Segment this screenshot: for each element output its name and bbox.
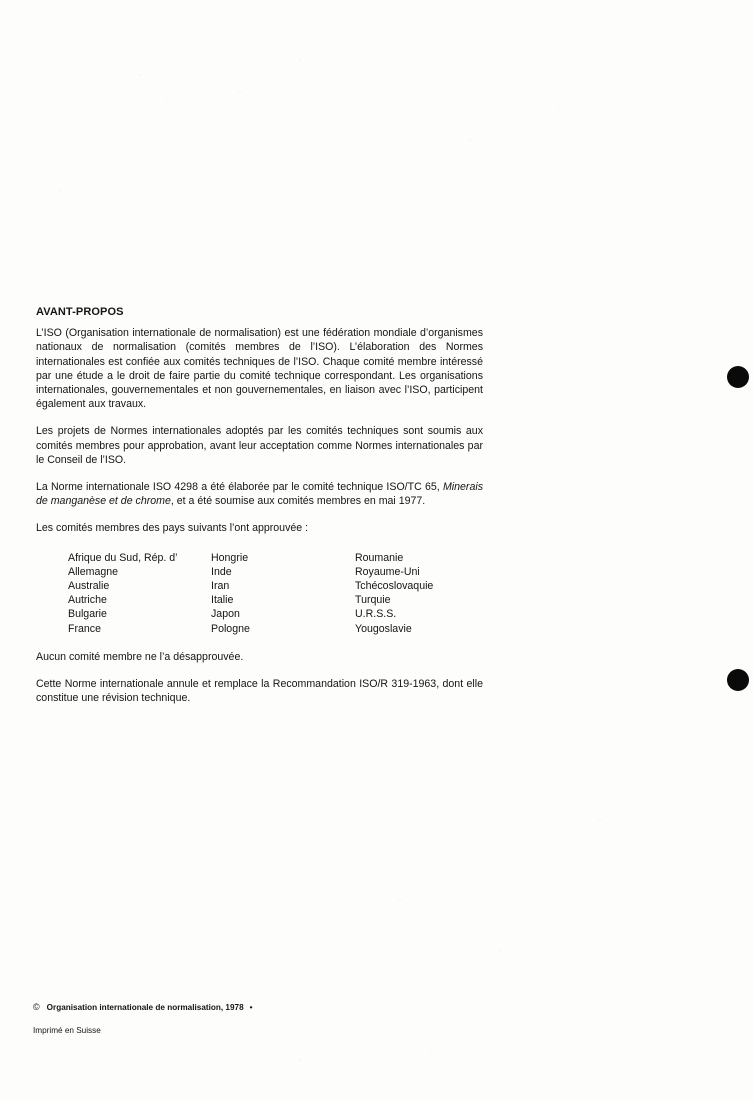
copyright-text: Organisation internationale de normalisation, 1978	[46, 1003, 244, 1012]
country-column-3	[355, 551, 433, 636]
country-item: Autriche	[68, 594, 107, 607]
country-item: Iran	[211, 580, 230, 593]
paragraph-standard-origin	[36, 480, 483, 508]
country-item: Allemagne	[68, 565, 119, 578]
country-column-2	[211, 551, 250, 636]
country-item: Bulgarie	[68, 608, 107, 621]
section-heading: AVANT-PROPOS	[36, 306, 124, 318]
country-item: Hongrie	[211, 551, 249, 564]
country-item: Royaume-Uni	[355, 565, 420, 578]
foreword-section	[36, 305, 483, 718]
country-column-1	[68, 551, 178, 636]
country-item: Yougoslavie	[355, 622, 412, 635]
punch-hole-bottom	[727, 669, 749, 691]
paragraph-draft-approval: Les projets de Normes internationales adoptés par les comités techniques sont soumis aux comités membres pour approbation, avant leur acceptation comme Normes internationales par le Conseil de l’ISO.	[36, 425, 483, 466]
country-item: Pologne	[211, 622, 250, 635]
paragraph-iso-description: L’ISO (Organisation internationale de normalisation) est une fédération mondiale d’organismes nationaux de normalisation (comités membres de l’ISO). L’élaboration des Normes internationales est confiée aux comités techniques de l’ISO. Chaque comité membre intéressé par une étude a le droit de faire partie du comité technique correspondant. Les organisations internationales, gouvernementales et non gouvernementales, en liaison avec l’ISO, participent également aux travaux.	[36, 327, 483, 411]
paragraph-standard-origin-start: La Norme internationale ISO 4298 a été élaborée par le comité technique ISO/TC 65,	[36, 481, 443, 494]
country-item: Roumanie	[355, 551, 404, 564]
country-item: U.R.S.S.	[355, 608, 397, 621]
page-footer	[33, 1002, 253, 1036]
country-item: France	[68, 622, 101, 635]
paragraph-no-disapproval: Aucun comité membre ne l’a désapprouvée.	[36, 650, 244, 663]
committee-title: Minerais de manganèse et de chrome	[36, 481, 483, 508]
country-item: Italie	[211, 594, 234, 607]
country-item: Japon	[211, 608, 240, 621]
punch-hole-top	[727, 366, 749, 388]
paragraph-replacement-note: Cette Norme internationale annule et remplace la Recommandation ISO/R 319-1963, dont elle constitue une révision technique.	[36, 677, 483, 705]
bullet-icon: •	[249, 1003, 253, 1012]
country-item: Australie	[68, 580, 110, 593]
copyright-icon: ©	[33, 1002, 40, 1012]
country-item: Tchécoslovaquie	[355, 580, 434, 593]
country-item: Afrique du Sud, Rép. d’	[68, 551, 178, 564]
printed-in-note: Imprimé en Suisse	[33, 1026, 101, 1035]
copyright-line	[33, 1002, 253, 1013]
paragraph-approving-members: Les comités membres des pays suivants l’ont approuvée :	[36, 522, 309, 535]
country-list	[36, 551, 483, 639]
paragraph-standard-origin-end: , et a été soumise aux comités membres en mai 1977.	[170, 495, 426, 508]
country-item: Turquie	[355, 594, 391, 607]
country-item: Inde	[211, 565, 232, 578]
